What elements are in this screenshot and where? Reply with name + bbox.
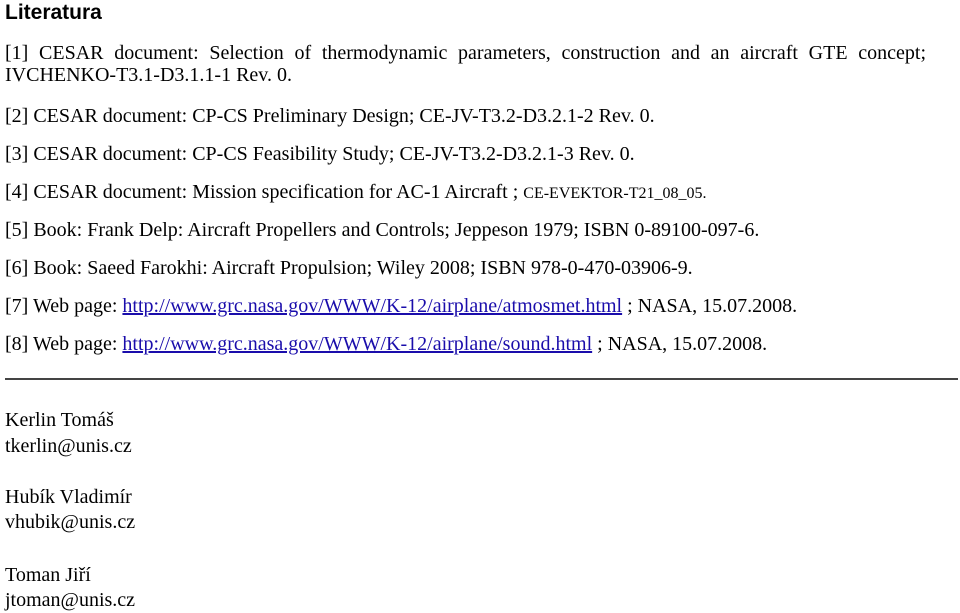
reference-text: [7] Web page: <box>5 295 123 317</box>
reference-1: [1] CESAR document: Selection of thermodynamic parameters, construction and an aircraft GTE concept; IVCHENKO-T3.1-D3.1.1-1 Rev. 0. <box>5 42 926 86</box>
author-email: vhubik@unis.cz <box>5 511 136 533</box>
reference-3: [3] CESAR document: CP-CS Feasibility Study; CE-JV-T3.2-D3.2.1-3 Rev. 0. <box>5 143 635 165</box>
reference-suffix: ; NASA, 15.07.2008. <box>592 333 768 355</box>
section-title: Literatura <box>5 1 102 24</box>
reference-4 <box>5 181 707 205</box>
reference-link[interactable]: http://www.grc.nasa.gov/WWW/K-12/airplane/sound.html <box>122 333 593 355</box>
reference-6: [6] Book: Saeed Farokhi: Aircraft Propulsion; Wiley 2008; ISBN 978-0-470-03906-9. <box>5 257 693 279</box>
document-code: CE-EVEKTOR-T21_08_05. <box>523 185 707 202</box>
reference-7 <box>5 295 797 317</box>
reference-text: [8] Web page: <box>5 333 123 355</box>
author-name: Kerlin Tomáš <box>5 409 114 431</box>
author-name: Hubík Vladimír <box>5 486 132 508</box>
reference-2: [2] CESAR document: CP-CS Preliminary Design; CE-JV-T3.2-D3.2.1-2 Rev. 0. <box>5 105 655 127</box>
reference-suffix: ; NASA, 15.07.2008. <box>622 295 798 317</box>
reference-link[interactable]: http://www.grc.nasa.gov/WWW/K-12/airplane/atmosmet.html <box>122 295 623 317</box>
reference-text: [4] CESAR document: Mission specification for AC-1 Aircraft ; <box>5 181 524 203</box>
author-email: tkerlin@unis.cz <box>5 435 132 457</box>
author-email: jtoman@unis.cz <box>5 589 136 611</box>
author-name: Toman Jiří <box>5 564 91 586</box>
reference-8 <box>5 333 767 355</box>
divider <box>5 378 958 380</box>
reference-5: [5] Book: Frank Delp: Aircraft Propellers and Controls; Jeppeson 1979; ISBN 0-89100-097-6. <box>5 219 760 241</box>
